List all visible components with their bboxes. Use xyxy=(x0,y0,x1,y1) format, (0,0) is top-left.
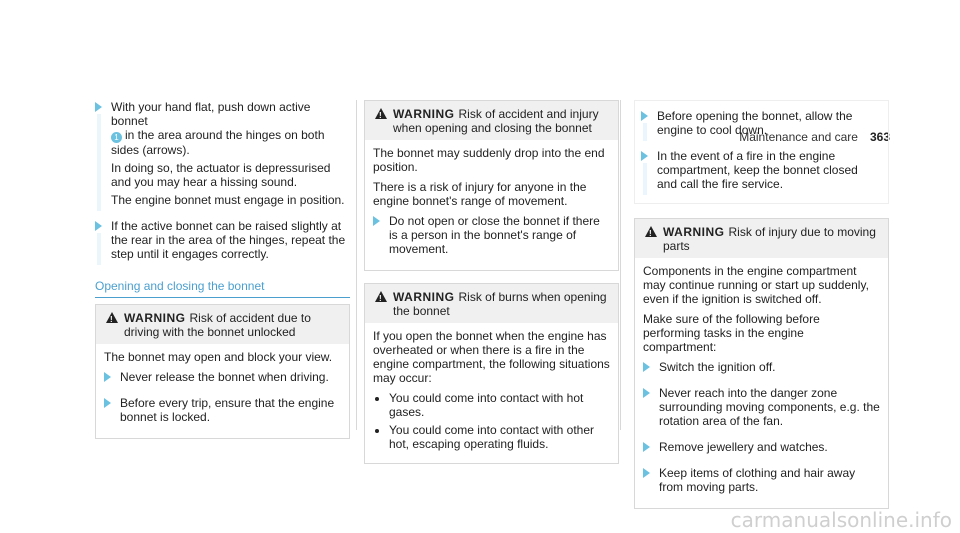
warning-step xyxy=(643,360,880,374)
warning-step xyxy=(643,466,880,494)
warning-text: The bonnet may open and block your view. xyxy=(104,350,333,364)
step-arrow-icon xyxy=(643,468,650,478)
warning-body xyxy=(635,258,888,508)
callout-1-icon: 1 xyxy=(111,132,122,143)
step-text-c: In doing so, the actuator is depressurised and you may hear a hissing sound. xyxy=(111,161,331,189)
warning-title: Risk of accident and injury when opening and closing the bonnet xyxy=(393,107,599,135)
warning-box xyxy=(95,304,350,439)
column-divider xyxy=(356,100,357,430)
list-item: • You could come into contact with other hot, escaping operating fluids. xyxy=(389,423,610,451)
step-text: If the active bonnet can be raised slightly at the rear in the area of the hinges, repeat the step until it engages correctly. xyxy=(111,219,346,261)
step-text xyxy=(111,100,350,157)
warning-label: WARNING xyxy=(663,225,725,239)
warning-header xyxy=(365,284,618,323)
warning-title: Risk of injury due to moving parts xyxy=(663,225,876,253)
step-text: Never reach into the danger zone surrounding moving components, e.g. the rotation area of the fan. xyxy=(659,386,880,428)
step-arrow-icon xyxy=(643,362,650,372)
step-text: Before opening the bonnet, allow the engine to cool down. xyxy=(657,109,853,137)
warning-step xyxy=(104,396,341,424)
warning-triangle-icon xyxy=(375,108,387,119)
step-bar xyxy=(643,163,647,195)
steps-box xyxy=(634,100,889,204)
warning-triangle-icon xyxy=(106,312,118,323)
column-divider xyxy=(620,100,621,430)
warning-header xyxy=(635,219,888,258)
step-text-d: The engine bonnet must engage in position. xyxy=(111,193,345,207)
warning-text: Components in the engine compartment may continue running or start up suddenly, even if the ignition is switched off. xyxy=(643,264,869,306)
list-item: • You could come into contact with hot gases. xyxy=(389,391,610,419)
step-push-bonnet xyxy=(95,100,350,207)
step-arrow-icon xyxy=(641,111,648,121)
step-arrow-icon xyxy=(643,388,650,398)
warning-header xyxy=(365,101,618,140)
warning-body xyxy=(365,323,618,463)
warning-step xyxy=(643,386,880,428)
warning-body xyxy=(96,344,349,438)
step-repeat xyxy=(95,219,350,261)
step-fire xyxy=(641,149,880,191)
column-1 xyxy=(95,100,350,449)
column-3 xyxy=(634,100,889,519)
step-text: Never release the bonnet when driving. xyxy=(120,370,329,384)
warning-text: The bonnet may suddenly drop into the end position. xyxy=(373,146,605,174)
step-arrow-icon xyxy=(641,151,648,161)
step-text-b: in the area around the hinges on both sides (arrows). xyxy=(111,128,325,157)
step-text: In the event of a fire in the engine compartment, keep the bonnet closed and call the fire service. xyxy=(657,149,858,191)
section-title: Maintenance and care xyxy=(739,130,858,144)
warning-text: If you open the bonnet when the engine has overheated or when there is a fire in the engine compartment, the following situations may occur: xyxy=(373,329,610,385)
step-arrow-icon xyxy=(104,372,111,382)
step-text: Keep items of clothing and hair away from moving parts. xyxy=(659,466,856,494)
step-bar xyxy=(97,233,101,265)
subheading: Opening and closing the bonnet xyxy=(95,279,350,298)
step-bar xyxy=(97,114,101,211)
step-arrow-icon xyxy=(95,102,102,112)
warning-step xyxy=(643,440,880,454)
step-bar xyxy=(643,123,647,141)
step-text: Switch the ignition off. xyxy=(659,360,776,374)
page-number: 363 xyxy=(869,130,890,144)
warning-title: Risk of burns when opening the bonnet xyxy=(393,290,607,318)
warning-label: WARNING xyxy=(124,311,186,325)
warning-text: There is a risk of injury for anyone in the engine bonnet's range of movement. xyxy=(373,180,587,208)
warning-body xyxy=(365,140,618,270)
step-cool-down xyxy=(641,109,880,137)
warning-step xyxy=(373,214,610,256)
step-text: Remove jewellery and watches. xyxy=(659,440,828,454)
step-text-a: With your hand flat, push down active bonnet xyxy=(111,100,311,128)
warning-text: Make sure of the following before performing tasks in the engine compartment: xyxy=(643,312,820,354)
warning-box xyxy=(634,218,889,509)
step-arrow-icon xyxy=(643,442,650,452)
warning-label: WARNING xyxy=(393,290,455,304)
column-2 xyxy=(364,100,619,474)
warning-triangle-icon xyxy=(375,291,387,302)
step-arrow-icon xyxy=(373,216,380,226)
warning-triangle-icon xyxy=(645,226,657,237)
warning-label: WARNING xyxy=(393,107,455,121)
warning-header xyxy=(96,305,349,344)
step-arrow-icon xyxy=(95,221,102,231)
watermark-text: carmanualsonline.info xyxy=(730,508,952,532)
warning-box xyxy=(364,283,619,464)
step-arrow-icon xyxy=(104,398,111,408)
step-text: Do not open or close the bonnet if there is a person in the bonnet's range of movement. xyxy=(389,214,600,256)
warning-step xyxy=(104,370,341,384)
bullet-list xyxy=(373,391,610,451)
warning-box xyxy=(364,100,619,271)
warning-title: Risk of accident due to driving with the bonnet unlocked xyxy=(124,311,311,339)
step-text: Before every trip, ensure that the engine bonnet is locked. xyxy=(120,396,335,424)
